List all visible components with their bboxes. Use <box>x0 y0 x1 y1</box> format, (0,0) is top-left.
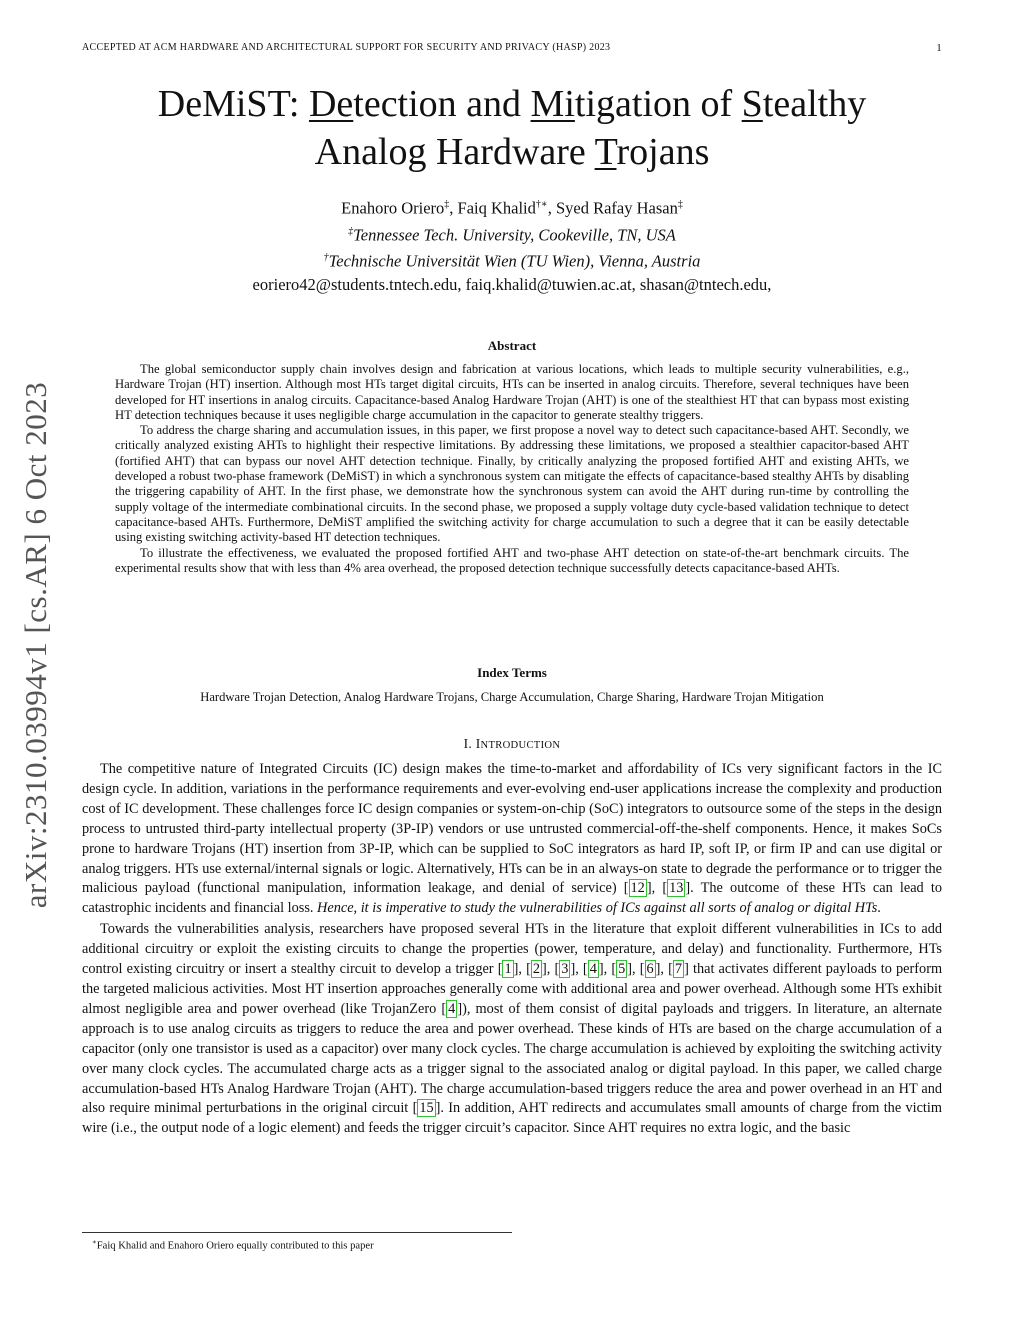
section-initial: I <box>475 736 481 751</box>
body-text: . <box>877 900 881 917</box>
abstract-heading: Abstract <box>487 338 537 353</box>
author-mark: ‡ <box>444 199 450 210</box>
body-text: ], [ <box>627 961 645 978</box>
abstract-paragraph: To illustrate the effectiveness, we evaluated the proposed fortified AHT and two-phase AHT detection on state-of-the-art benchmark circuits. The experimental results show that with less than 4% area overhead, the proposed detection technique successfully detects capacitance-based AHTs. <box>115 545 909 575</box>
body-text: ], [ <box>570 961 588 978</box>
abstract-paragraph: The global semiconductor supply chain involves design and fabrication at various locations, which leads to multiple security vulnerabilities, e.g., Hardware Trojan (HT) insertion. Although most HTs target digital circuits, HTs can be inserted in analog circuits. Therefore, several techniques have been developed for HT insertions in analog circuits. Capacitance-based Analog Hardware Trojan (AHT) is one of the stealthiest HT that can bypass most existing HT detection techniques because it uses negligible charge accumulation in the capacitor to generate stealthy triggers. <box>115 362 909 422</box>
author-names <box>82 193 942 220</box>
page-number: 1 <box>936 42 942 54</box>
emphasized-text: Hence, it is imperative to study the vulnerabilities of ICs against all sorts of analog or digital HTs <box>317 900 878 917</box>
citation-link[interactable]: 3 <box>561 961 569 978</box>
abstract-body <box>115 362 909 576</box>
title-underlined-letters: De <box>308 83 354 125</box>
author-separator: , <box>547 198 556 218</box>
body-paragraph <box>82 760 942 919</box>
body-text: ], [ <box>598 961 617 978</box>
venue-line: ACCEPTED AT ACM HARDWARE AND ARCHITECTURAL SUPPORT FOR SECURITY AND PRIVACY (HASP) 2023 <box>82 42 611 53</box>
body-paragraph <box>82 920 942 1139</box>
index-terms-text: Hardware Trojan Detection, Analog Hardware Trojans, Charge Accumulation, Charge Sharing, Hardware Trojan Mitigation <box>200 690 824 704</box>
body-text: ]. In addition, AHT redirects and accumulates small amounts of charge from the victim wire (i.e., the output node of a logic element) and feeds the trigger circuit’s capacitor. Since AHT requires no extra logic, and the basic <box>82 1100 942 1137</box>
author-mark: ‡ <box>677 199 683 210</box>
affiliation-1 <box>82 220 942 247</box>
title-part: DeMiST: <box>157 83 309 125</box>
affiliation-2 <box>82 246 942 273</box>
arxiv-stamp-text: arXiv:2310.03994v1 [cs.AR] 6 Oct 2023 <box>18 381 53 909</box>
footnote-mark: ∗ <box>92 1238 97 1246</box>
author-block <box>82 193 942 296</box>
author-name: Syed Rafay Hasan <box>555 198 678 218</box>
section-number: I. <box>463 736 476 751</box>
body-text: ], [ <box>513 961 531 978</box>
title-underlined-letters: S <box>741 83 763 125</box>
title-underlined-letters: T <box>594 131 617 173</box>
citation-link[interactable]: 4 <box>448 1000 456 1017</box>
body-text: ]. The outcome of these HTs can lead to catastrophic incidents and financial loss. <box>82 880 943 917</box>
footnote-text: Faiq Khalid and Enahoro Oriero equally contributed to this paper <box>96 1240 374 1252</box>
body-text: Towards the vulnerabilities analysis, researchers have proposed several HTs in the literature that exploit different vulnerabilities in ICs to add additional circuitry or exploit the existing circuits to change the properties (power, temperature, and delay) and functionality. Furthermore, HTs control existing circuitry or insert a stealthy circuit to develop a trigger [ <box>82 921 942 978</box>
body-text: ], [ <box>646 880 668 897</box>
body-text: ], [ <box>655 961 673 978</box>
footnote-rule <box>82 1232 512 1233</box>
affiliation-mark: ‡ <box>348 225 354 237</box>
author-name: Faiq Khalid <box>457 198 536 218</box>
citation-link[interactable]: 15 <box>419 1100 434 1117</box>
title-part: Analog Hardware <box>314 131 595 173</box>
body-text: ] that activates different payloads to perform the targeted malicious activities. Most HT insertion approaches generally come with additional area and power overhead. Although some HTs exhibit almost negligible area and power overhead (like TrojanZero [ <box>82 961 943 1017</box>
footnote <box>92 1238 374 1252</box>
citation-link[interactable]: 7 <box>674 961 683 978</box>
affiliation-mark: † <box>323 252 329 263</box>
citation-link[interactable]: 2 <box>532 961 541 978</box>
author-emails: eoriero42@students.tntech.edu, faiq.khalid@tuwien.ac.at, shasan@tntech.edu, <box>252 274 772 294</box>
running-header <box>82 42 942 58</box>
section-heading-introduction <box>82 736 942 752</box>
citation-link[interactable]: 4 <box>589 961 597 978</box>
affiliation-text: Technische Universität Wien (TU Wien), Vienna, Austria <box>328 251 701 271</box>
introduction-body <box>82 760 942 1140</box>
title-part: tigation of <box>574 83 742 125</box>
title-underlined-letters: Mi <box>530 83 575 125</box>
citation-link[interactable]: 13 <box>669 880 684 897</box>
citation-link[interactable]: 6 <box>646 961 654 978</box>
citation-link[interactable]: 5 <box>618 961 626 978</box>
affiliation-text: Tennessee Tech. University, Cookeville, TN, USA <box>353 225 676 244</box>
citation-link[interactable]: 1 <box>504 961 512 978</box>
section-title-rest: NTRODUCTION <box>480 740 561 751</box>
paper-title <box>82 80 942 176</box>
author-mark: †∗ <box>535 199 548 210</box>
index-terms-heading: Index Terms <box>477 665 547 680</box>
author-separator: , <box>449 198 458 218</box>
author-name: Enahoro Oriero <box>341 198 445 218</box>
body-text: ], [ <box>542 961 560 978</box>
title-part: tealthy <box>762 83 867 125</box>
body-text: The competitive nature of Integrated Circuits (IC) design makes the time-to-market and affordability of ICs very significant factors in the IC design cycle. In addition, variations in the performance requirements and ever-evolving end-user applications increase the complexity and production cost of IC development. These challenges force IC design companies or system-on-chip (SoC) integrators to outsource some of the steps in the design process to untrusted third-party intellectual property (3P-IP) vendors or use untrusted commercial-off-the-shelf components. Hence, it makes SoCs prone to hardware Trojans (HT) insertion from 3P-IP, which can be supplied to SoC integrators as hard IP, soft IP, or firm IP and can use digital or analog triggers. HTs use external/internal signals or logic. Alternatively, HTs can be in an always-on state to degrade the performance or to trigger the malicious payload (functional manipulation, information leakage, and denial of service) [ <box>82 761 942 897</box>
title-part: tection and <box>353 83 531 125</box>
title-part: rojans <box>616 131 710 173</box>
abstract-paragraph: To address the charge sharing and accumulation issues, in this paper, we first propose a novel way to detect such capacitance-based AHT. Secondly, we critically analyzed existing AHTs to highlight their respective limitations. By addressing these limitations, we proposed a stealthier capacitor-based AHT (fortified AHT) that can bypass our novel AHT detection technique. Finally, by critically analyzing the proposed fortified AHT and existing AHTs, we developed a robust two-phase framework (DeMiST) in which a synchronous system can mitigate the effects of capacitance-based stealthy AHTs by disabling the triggering capability of AHT. In the first phase, we demonstrate how the synchronous system can avoid the AHT during run-time by controlling the supply voltage of the intermediate combinational circuits. In the second phase, we proposed a supply voltage duty cycle-based validation technique to detect capacitance-based AHTs. Furthermore, DeMiST amplified the switching activity for charge accumulation to such a degree that it can be easily detectable using existing switching activity-based HT detection techniques. <box>115 423 909 545</box>
citation-link[interactable]: 12 <box>630 880 645 897</box>
body-text: ]), most of them consist of digital payloads and triggers. In literature, an alternate approach is to use analog circuits as triggers to reduce the area and power overhead. These kinds of HTs are based on the charge accumulation of a capacitor (only one transistor is used as a capacitor) over many clock cycles. The charge accumulation is achieved by exploiting the switching activity over many clock cycles. The accumulated charge acts as a trigger signal to the associated analog or digital payload. In this paper, we called charge accumulation-based HTs Analog Hardware Trojan (AHT). The charge accumulation-based triggers reduce the area and power overhead in an HT and also require minimal perturbations in the original circuit [ <box>82 1000 943 1117</box>
